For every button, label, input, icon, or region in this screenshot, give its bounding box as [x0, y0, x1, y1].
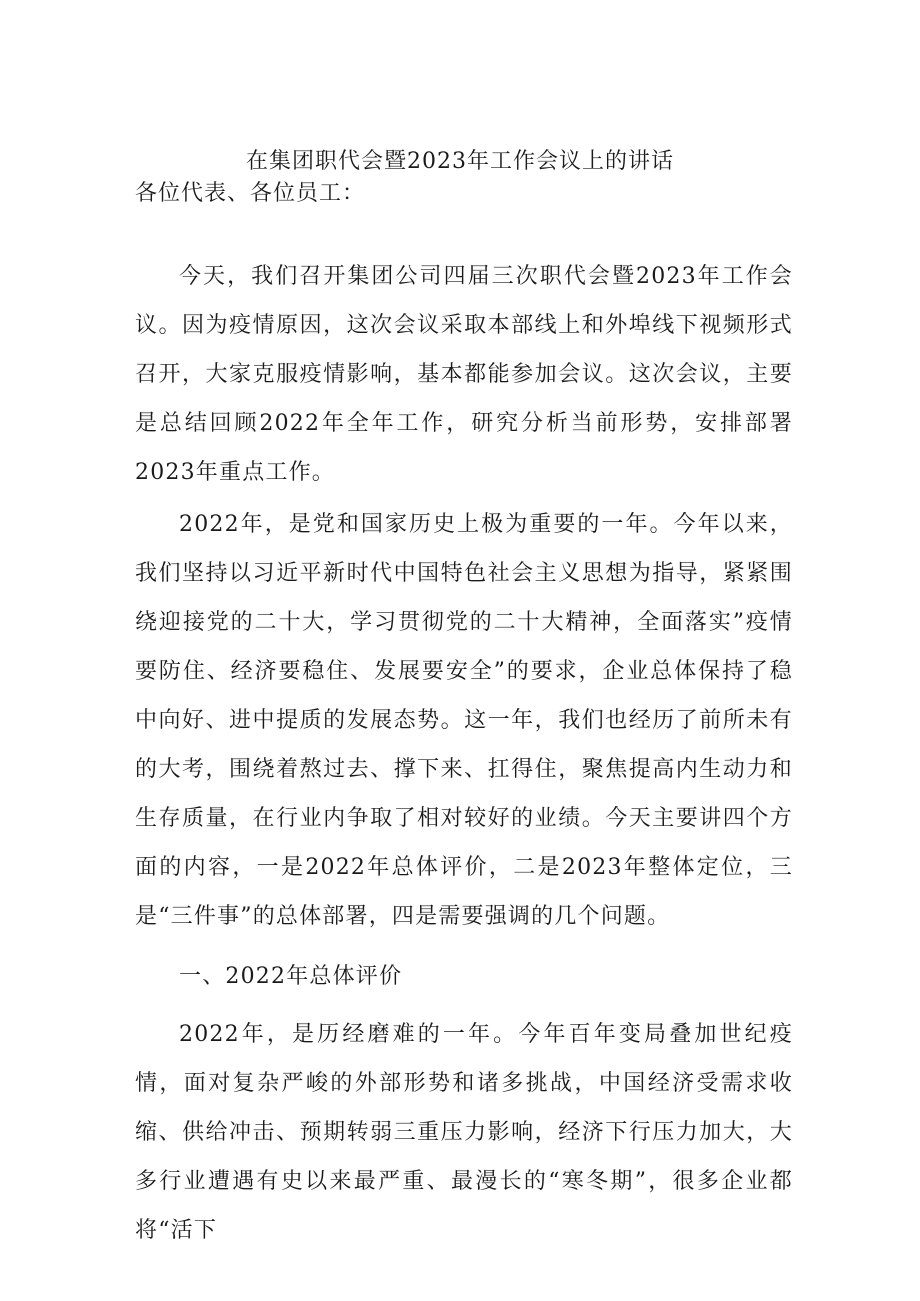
paragraph-intro: 今天，我们召开集团公司四届三次职代会暨2023年工作会议。因为疫情原因，这次会议采取本部线上和外埠线下视频形式召开，大家克服疫情影响，基本都能参加会议。这次会议，主要是总结回顾2022年全年工作，研究分析当前形势，安排部署2023年重点工作。 — [135, 264, 793, 485]
section-heading: 一、2022年总体评价 — [179, 964, 403, 989]
section-paragraph: 2022年，是历经磨难的一年。今年百年变局叠加世纪疫情，面对复杂严峻的外部形势和诸多挑战，中国经济受需求收缩、供给冲击、预期转弱三重压力影响，经济下行压力加大，大多行业遭遇有史以来最严重、最漫长的“寒冬期”，很多企业都将“活下 — [135, 1022, 793, 1243]
document-title: 在集团职代会暨2023年工作会议上的讲话 — [246, 149, 674, 174]
salutation: 各位代表、各位员工： — [135, 181, 366, 206]
paragraph-2022-overview: 2022年，是党和国家历史上极为重要的一年。今年以来，我们坚持以习近平新时代中国特色社会主义思想为指导，紧紧围绕迎接党的二十大，学习贯彻党的二十大精神，全面落实”疫情要防住、经济要稳住、发展要安全”的要求，企业总体保持了稳中向好、进中提质的发展态势。这一年，我们也经历了前所未有的大考，围绕着熬过去、撑下来、扛得住，聚焦提高内生动力和生存质量，在行业内争取了相对较好的业绩。今天主要讲四个方面的内容，一是2022年总体评价，二是2023年整体定位，三是“三件事”的总体部署，四是需要强调的几个问题。 — [135, 512, 793, 929]
